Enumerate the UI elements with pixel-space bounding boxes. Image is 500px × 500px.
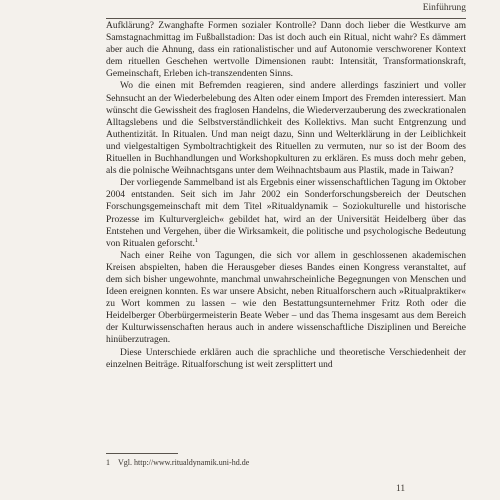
running-header (106, 0, 466, 19)
footnote-divider (106, 453, 178, 454)
paragraph-5: Diese Unterschiede erklären auch die sprachliche und theoretische Verschiedenheit der einzelnen Beiträge. Ritualforschung ist weit zersplittert und (106, 347, 466, 370)
page-number: 11 (396, 484, 406, 494)
paragraph-1: Aufklärung? Zwanghafte Formen sozialer Kontrolle? Dann doch lieber die Westkurve am Samstagnachmittag im Fußballstadion: Das ist doch auch ein Ritual, nicht wahr? Es dämmert aber auch die Ahnung, dass ein rationalistischer und auf Autonomie verschworener Kontext dem rituellen Geschehen wertvolle Dimensionen raubt: Intensität, Transformationskraft, Gemeinschaft, Erleben ich-transzendenten Sinns. (106, 21, 466, 80)
footnote-number: 1 (106, 458, 110, 467)
footnote-reference: 1 (194, 236, 199, 244)
paragraph-2: Wo die einen mit Befremden reagieren, sind andere allerdings fasziniert und voller Sehnsucht an der Wiederbelebung des Alten oder einem Import des Fremden interessiert. Man wünscht die Gewissheit des fraglosen Handelns, die Wiederverzauberung des zweckrationalen Alltagslebens und die Selbstverständlichkeit des Kollektivs. Man sucht Entgrenzung und Authentizität. In Ritualen. Und man neigt dazu, Sinn und Welterklärung in der Leiblichkeit und vielgestaltigen Symboltrachtigkeit des Rituellen zu vermuten, nur so ist der Boom des Rituellen in Buchhandlungen und Workshopkulturen zu erklären. Es muss doch mehr geben, als die polnische Weihnachtsgans unter dem Weihnachtsbaum aus Plastik, made in Taiwan? (106, 81, 466, 177)
running-header-title: Einführung (422, 3, 466, 13)
footnote-text: Vgl. http://www.ritualdynamik.uni-hd.de (118, 458, 250, 467)
footnote (106, 458, 466, 468)
body-text (106, 20, 466, 371)
paragraph-4: Nach einer Reihe von Tagungen, die sich vor allem in geschlossenen akademischen Kreisen abspielten, haben die Herausgeber dieses Bandes einen Kongress veranstaltet, auf dem sich bisher ungewohnte, manchmal unwahrscheinliche Begegnungen von Menschen und Ideen ereignen konnten. Es war unsere Absicht, neben Ritualforschern auch »Ritualpraktiker« zu Wort kommen zu lassen – wie den Bestattungsunternehmer Fritz Roth oder die Heidelberger Oberbürgermeisterin Beate Weber – und das Thema insgesamt aus dem Bereich der Kulturwissenschaften heraus auch in andere wissenschaftliche Disziplinen und Bereiche hinüberzutragen. (106, 250, 466, 346)
paragraph-3: Der vorliegende Sammelband ist als Ergebnis einer wissenschaftlichen Tagung im Oktober 2004 entstanden. Seit sich im Jahr 2002 ein Sonderforschungsbereich der Deutschen Forschungsgemeinschaft mit dem Titel »Ritualdynamik – Soziokulturelle und historische Prozesse im Kulturvergleich« gebildet hat, wird an der Universität Heidelberg über das Entstehen und Vergehen, über die Wirksamkeit, die politische und psychologische Bedeutung von Ritualen geforscht.$^1$ (106, 178, 466, 249)
